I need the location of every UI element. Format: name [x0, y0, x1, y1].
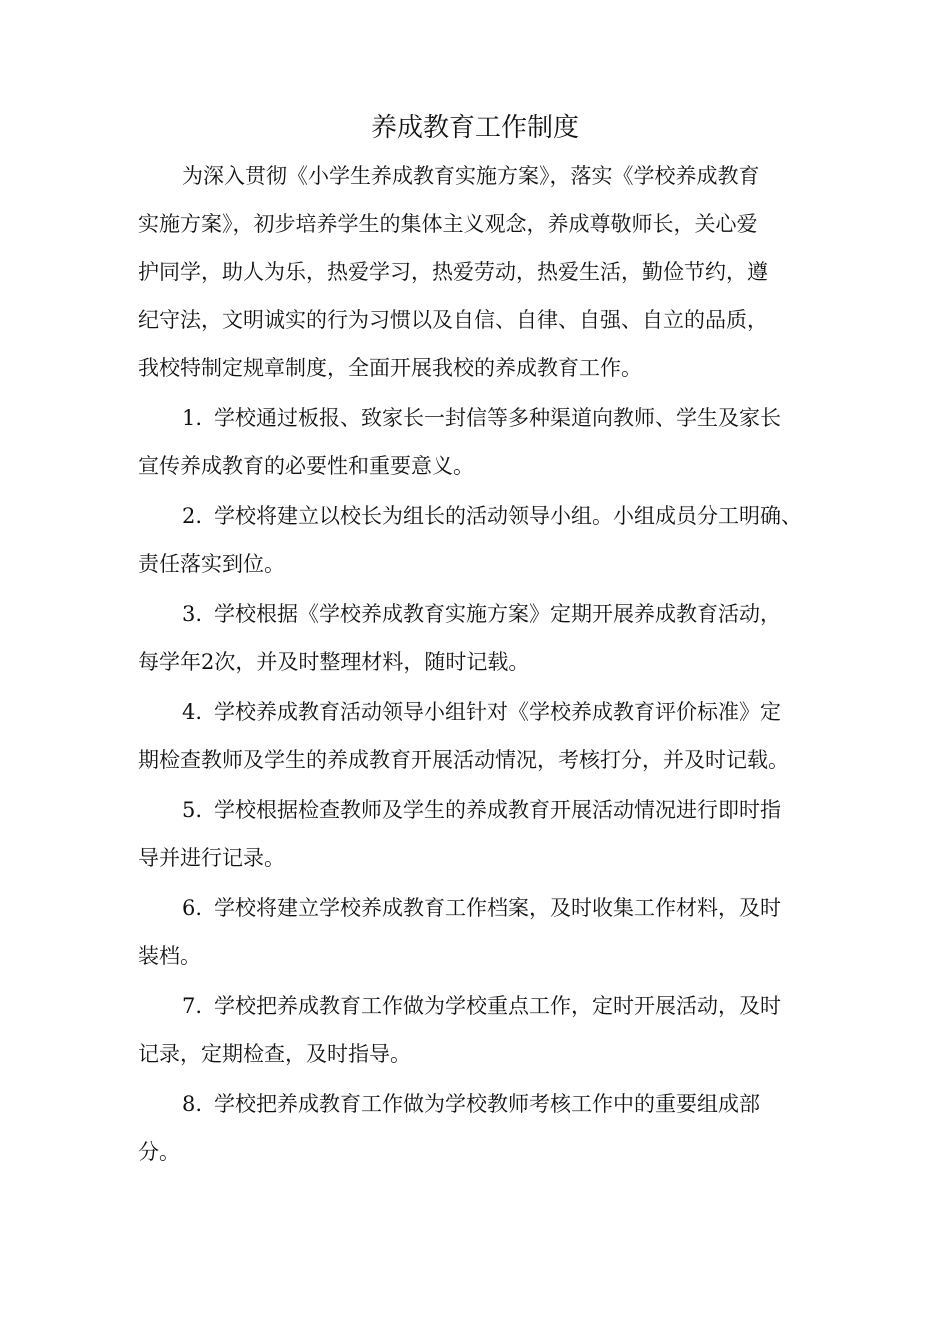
rule-number: 3.: [182, 602, 203, 626]
rule-number: 5.: [182, 798, 203, 822]
rule-text-line2: 期检查教师及学生的养成教育开展活动情况，考核打分，并及时记载。: [138, 748, 789, 772]
rule-number: 6.: [182, 896, 203, 920]
rule-text-line1: 学校把养成教育工作做为学校重点工作，定时开展活动，及时: [214, 994, 781, 1018]
rule-text-line1: 学校将建立以校长为组长的活动领导小组。小组成员分工明确、: [214, 504, 802, 528]
rule-text-line1: 学校养成教育活动领导小组针对《学校养成教育评价标准》定: [214, 700, 781, 724]
rule-text-line1: 学校通过板报、致家长一封信等多种渠道向教师、学生及家长: [214, 406, 781, 430]
document-body: [138, 152, 838, 1176]
rule-text-line2: 导并进行记录。: [138, 846, 285, 870]
rule-number: 2.: [182, 504, 203, 528]
intro-line: 为深入贯彻《小学生养成教育实施方案》，落实《学校养成教育: [182, 164, 760, 188]
rule-text-line2: 责任落实到位。: [138, 552, 285, 576]
intro-line: 纪守法，文明诚实的行为习惯以及自信、自律、自强、自立的品质，: [138, 308, 768, 332]
rule-text-line2: 每学年2次，并及时整理材料，随时记载。: [138, 650, 530, 674]
rule-text-line1: 学校根据《学校养成教育实施方案》定期开展养成教育活动，: [214, 602, 781, 626]
intro-line: 我校特制定规章制度，全面开展我校的养成教育工作。: [138, 356, 642, 380]
rule-item: [138, 590, 838, 686]
rule-number: 1.: [182, 406, 203, 430]
rule-text-line2: 记录，定期检查，及时指导。: [138, 1042, 411, 1066]
rule-number: 7.: [182, 994, 203, 1018]
document-title: 养成教育工作制度: [370, 113, 579, 143]
intro-line: 实施方案》，初步培养学生的集体主义观念，养成尊敬师长，关心爱: [138, 212, 758, 236]
rule-number: 8.: [182, 1092, 203, 1116]
rule-text-line2: 宣传养成教育的必要性和重要意义。: [138, 454, 474, 478]
rule-number: 4.: [182, 700, 203, 724]
rule-text-line1: 学校将建立学校养成教育工作档案，及时收集工作材料，及时: [214, 896, 781, 920]
rule-item: [138, 492, 838, 588]
rule-item: [138, 982, 838, 1078]
rule-item: [138, 884, 838, 980]
rule-item: [138, 394, 838, 490]
rule-item: [138, 786, 838, 882]
rule-text-line1: 学校根据检查教师及学生的养成教育开展活动情况进行即时指: [214, 798, 781, 822]
intro-line: 护同学，助人为乐，热爱学习，热爱劳动，热爱生活，勤俭节约，遵: [138, 260, 768, 284]
rule-text-line1: 学校把养成教育工作做为学校教师考核工作中的重要组成部: [214, 1092, 760, 1116]
rule-item: [138, 1080, 838, 1176]
rule-text-line2: 分。: [138, 1140, 180, 1164]
rule-item: [138, 688, 838, 784]
intro-paragraph: [138, 152, 838, 392]
rule-text-line2: 装档。: [138, 944, 201, 968]
